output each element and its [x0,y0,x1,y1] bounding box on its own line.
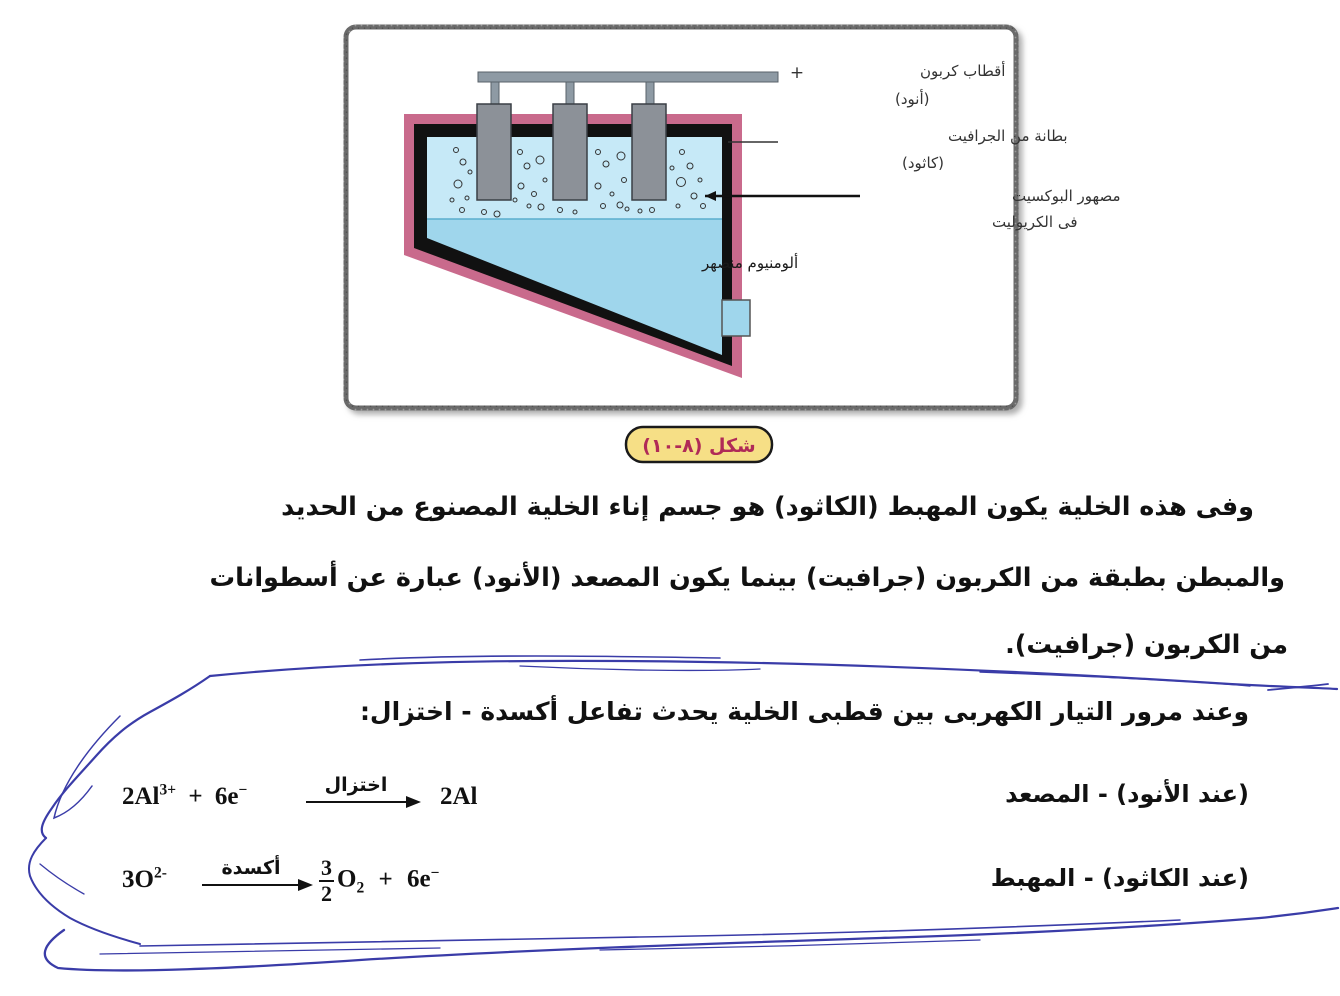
reaction-arrow-reduction [306,796,421,808]
reaction-1-aluminum-ion: 2Al [122,783,160,810]
reaction-2-electron-charge: − [430,864,440,882]
reaction-1-aluminum-charge: 3+ [159,781,177,799]
reaction-1-electrons: 6e [214,783,239,810]
reaction-1-arrow-label: اختزال [324,774,388,796]
reaction-2-reactant [122,866,167,894]
reaction-2-oxygen: O [337,865,357,893]
reaction-1-reactants [122,783,247,811]
anode-role-label: (أنود) [895,90,930,108]
cathode-name-label: بطانة من الجرافيت [948,127,1068,145]
anode-connector-2 [566,82,574,106]
figure-caption: شكل (٨-١٠) [642,435,756,457]
bauxite-label-line1: مصهور البوكسيت [1012,187,1121,205]
paragraph-line-2: والمبطن بطبقة من الكربون (جرافيت) بينما يكون المصعد (الأنود) عبارة عن أسطوانات [209,563,1285,593]
reaction-1-product: 2Al [440,783,478,810]
cathode-role-label: (كاثود) [902,154,945,172]
reaction-2-fraction [319,857,334,905]
anode-sign-label: + [789,63,805,83]
reaction-2-fraction-numerator: 3 [321,855,332,880]
anode-connector-3 [646,82,654,106]
reaction-1-electron-charge: − [238,781,248,799]
reaction-2-fraction-denominator: 2 [321,881,332,906]
reaction-2-plus: + [378,865,393,893]
anode-connector-1 [491,82,499,106]
molten-aluminum-label: ألومنيوم منصهر [702,254,799,272]
reaction-2-oxide-ion: 3O [122,866,154,893]
reaction-1-plus: + [188,783,203,810]
reaction-2-label: (عند الكاثود) - المهبط [990,864,1249,892]
reaction-1-label: (عند الأنود) - المصعد [1005,780,1249,808]
paragraph-line-1: وفى هذه الخلية يكون المهبط (الكاثود) هو جسم إناء الخلية المصنوع من الحديد [281,492,1254,522]
carbon-anode-3 [632,104,666,200]
reaction-2-arrow-label: أكسدة [221,857,281,879]
paragraph-line-4: وعند مرور التيار الكهربى بين قطبى الخلية يحدث تفاعل أكسدة - اختزال: [359,697,1249,726]
reaction-arrow-oxidation [202,879,313,891]
reaction-2-oxide-charge: 2- [153,864,167,882]
tap-outlet [722,300,750,336]
anode-bus-bar [478,72,778,82]
reaction-2-oxygen-subscript: 2 [356,879,365,897]
paragraph-line-3: من الكربون (جرافيت). [1005,630,1288,660]
reaction-2-electrons: 6e [406,865,431,893]
bauxite-label-line2: فى الكريوليت [992,213,1078,231]
reaction-2-products [316,857,439,905]
anode-name-label: أقطاب كربون [920,62,1006,80]
carbon-anode-1 [477,104,511,200]
carbon-anode-2 [553,104,587,200]
